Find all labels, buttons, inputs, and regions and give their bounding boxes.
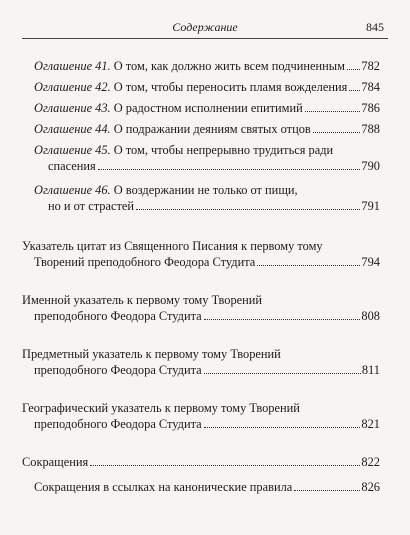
canon-abbreviations-page: 826 bbox=[361, 480, 380, 494]
leader-dots bbox=[313, 132, 361, 133]
index-title: Именной указатель к первому тому Творений bbox=[22, 293, 263, 307]
entry-title: О воздержании не только от пищи, bbox=[110, 183, 298, 197]
entry-page: 790 bbox=[361, 159, 380, 173]
index-title: Географический указатель к первому тому Творений bbox=[22, 401, 300, 415]
toc-abbreviations[interactable] bbox=[22, 454, 380, 470]
entry-title: О радостном исполнении епитимий bbox=[110, 101, 303, 115]
abbreviations-title: Сокращения bbox=[22, 455, 89, 469]
leader-dots bbox=[90, 465, 360, 466]
entry-page: 791 bbox=[361, 199, 380, 213]
toc-entry-46[interactable] bbox=[22, 182, 380, 214]
entry-label: Оглашение 43. bbox=[34, 101, 111, 115]
entry-label: Оглашение 46. bbox=[34, 183, 111, 197]
leader-dots bbox=[204, 427, 361, 428]
entry-label: Оглашение 41. bbox=[34, 59, 111, 73]
canon-abbreviations-title: Сокращения в ссылках на канонические правила bbox=[34, 480, 293, 494]
toc-index-subjects[interactable] bbox=[22, 346, 380, 378]
index-page: 821 bbox=[361, 417, 380, 431]
leader-dots bbox=[257, 265, 360, 266]
entry-title: О том, чтобы переносить пламя вожделения bbox=[110, 80, 348, 94]
index-title: Указатель цитат из Священного Писания к первому тому bbox=[22, 239, 323, 253]
toc-index-geographic[interactable] bbox=[22, 400, 380, 432]
abbreviations-page: 822 bbox=[361, 455, 380, 469]
running-title: Содержание bbox=[172, 20, 238, 34]
running-header bbox=[22, 18, 388, 39]
toc-canon-abbreviations[interactable] bbox=[22, 479, 380, 495]
toc-index-names[interactable] bbox=[22, 292, 380, 324]
entry-page: 788 bbox=[361, 122, 380, 136]
leader-dots bbox=[204, 319, 361, 320]
leader-dots bbox=[294, 490, 360, 491]
leader-dots bbox=[136, 209, 360, 210]
toc-entry-44[interactable] bbox=[22, 121, 380, 137]
leader-dots bbox=[349, 90, 360, 91]
entry-title: О том, как должно жить всем подчиненным bbox=[110, 59, 345, 73]
leader-dots bbox=[347, 69, 360, 70]
toc-entry-42[interactable] bbox=[22, 79, 380, 95]
index-page: 808 bbox=[361, 309, 380, 323]
index-page: 811 bbox=[361, 363, 380, 377]
leader-dots bbox=[305, 111, 361, 112]
leader-dots bbox=[98, 169, 361, 170]
entry-title-cont: спасения bbox=[48, 159, 96, 173]
toc-entry-45[interactable] bbox=[22, 142, 380, 174]
toc-entry-41[interactable] bbox=[22, 58, 380, 74]
entry-label: Оглашение 42. bbox=[34, 80, 111, 94]
entry-label: Оглашение 44. bbox=[34, 122, 111, 136]
index-title-cont: преподобного Феодора Студита bbox=[34, 417, 202, 431]
table-of-contents bbox=[22, 58, 380, 495]
entry-page: 784 bbox=[361, 80, 380, 94]
entry-title: О подражании деяниям святых отцов bbox=[110, 122, 311, 136]
leader-dots bbox=[204, 373, 361, 374]
page-number: 845 bbox=[366, 20, 384, 34]
entry-page: 782 bbox=[361, 59, 380, 73]
entry-title-cont: но и от страстей bbox=[48, 199, 135, 213]
index-title-cont: Творений преподобного Феодора Студита bbox=[34, 255, 256, 269]
entry-title: О том, чтобы непрерывно трудиться ради bbox=[110, 143, 334, 157]
toc-entry-43[interactable] bbox=[22, 100, 380, 116]
toc-index-citations[interactable] bbox=[22, 238, 380, 270]
entry-label: Оглашение 45. bbox=[34, 143, 111, 157]
index-page: 794 bbox=[361, 255, 380, 269]
index-title-cont: преподобного Феодора Студита bbox=[34, 363, 202, 377]
index-title-cont: преподобного Феодора Студита bbox=[34, 309, 202, 323]
entry-page: 786 bbox=[361, 101, 380, 115]
index-title: Предметный указатель к первому тому Творений bbox=[22, 347, 281, 361]
